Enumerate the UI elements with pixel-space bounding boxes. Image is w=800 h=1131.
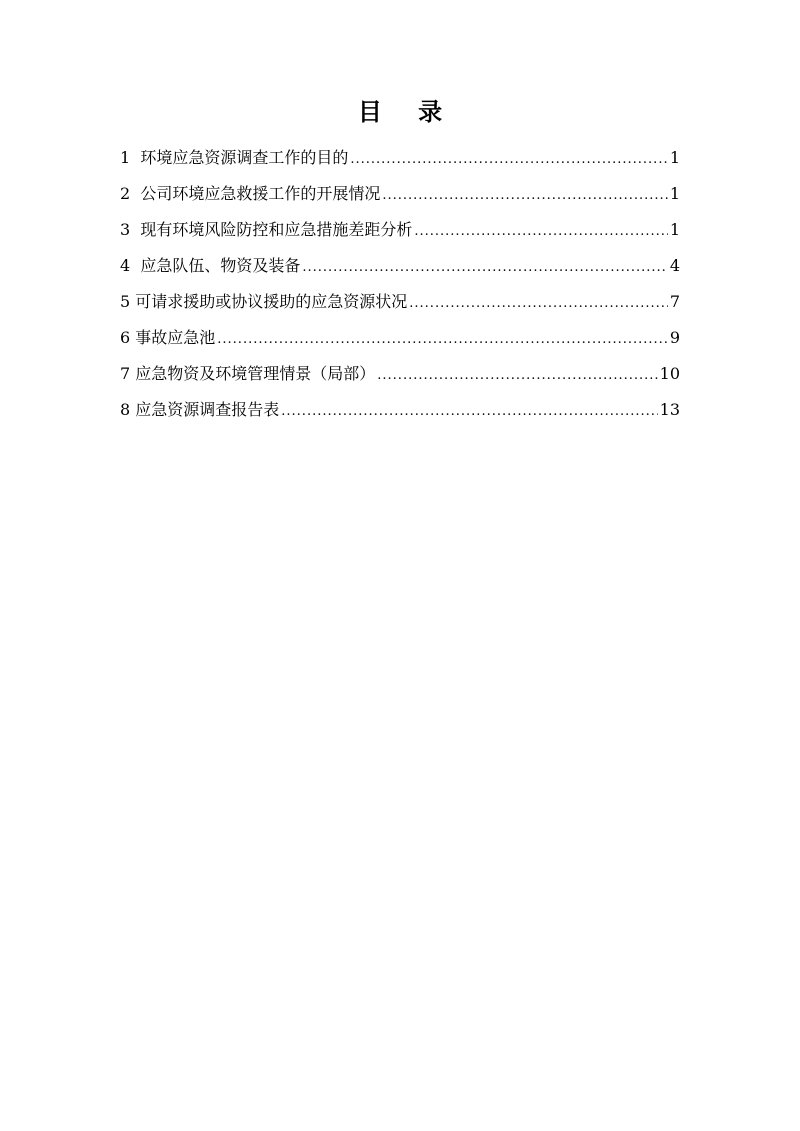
toc-entry-title: 可请求援助或协议援助的应急资源状况 <box>135 292 408 311</box>
toc-entry-page: 1 <box>669 148 680 167</box>
toc-entry-title: 应急物资及环境管理情景（局部） <box>135 364 376 383</box>
toc-dot-leader <box>414 214 667 250</box>
toc-entry-title: 公司环境应急救援工作的开展情况 <box>140 184 381 203</box>
toc-entry[interactable] <box>120 212 680 248</box>
toc-entry[interactable] <box>120 176 680 212</box>
toc-entry-number: 5 <box>120 292 136 311</box>
toc-dot-leader <box>382 178 667 214</box>
toc-dot-leader <box>217 322 668 358</box>
toc-entry-number: 8 <box>120 400 136 419</box>
toc-entry[interactable] <box>120 248 680 284</box>
toc-entry-title: 应急队伍、物资及装备 <box>140 256 301 275</box>
toc-entry-page: 10 <box>659 364 680 383</box>
toc-entry-title: 环境应急资源调查工作的目的 <box>140 148 349 167</box>
toc-entry[interactable] <box>120 356 680 392</box>
toc-entry-page: 1 <box>669 220 680 239</box>
toc-entry[interactable] <box>120 392 680 428</box>
toc-entry-number: 4 <box>120 256 141 275</box>
toc-entry-number: 6 <box>120 328 136 347</box>
toc-entry-number: 7 <box>120 364 136 383</box>
toc-entry[interactable] <box>120 284 680 320</box>
toc-dot-leader <box>350 142 667 178</box>
toc-dot-leader <box>409 286 668 322</box>
toc-entry[interactable] <box>120 320 680 356</box>
toc-entry-page: 13 <box>659 400 680 419</box>
toc-entry[interactable] <box>120 140 680 176</box>
toc-dot-leader <box>377 358 657 394</box>
toc-entry-page: 9 <box>669 328 680 347</box>
toc-entry-number: 2 <box>120 184 141 203</box>
toc-entry-page: 1 <box>669 184 680 203</box>
toc-dot-leader <box>281 394 657 430</box>
toc-title: 目 录 <box>357 98 457 126</box>
toc-dot-leader <box>302 250 667 286</box>
toc-entry-number: 3 <box>120 220 141 239</box>
toc-entry-number: 1 <box>120 148 141 167</box>
toc-entry-page: 7 <box>669 292 680 311</box>
toc-entry-title: 应急资源调查报告表 <box>135 400 280 419</box>
toc-entry-title: 事故应急池 <box>135 328 216 347</box>
toc-list <box>120 140 680 428</box>
toc-entry-title: 现有环境风险防控和应急措施差距分析 <box>140 220 413 239</box>
toc-entry-page: 4 <box>669 256 680 275</box>
